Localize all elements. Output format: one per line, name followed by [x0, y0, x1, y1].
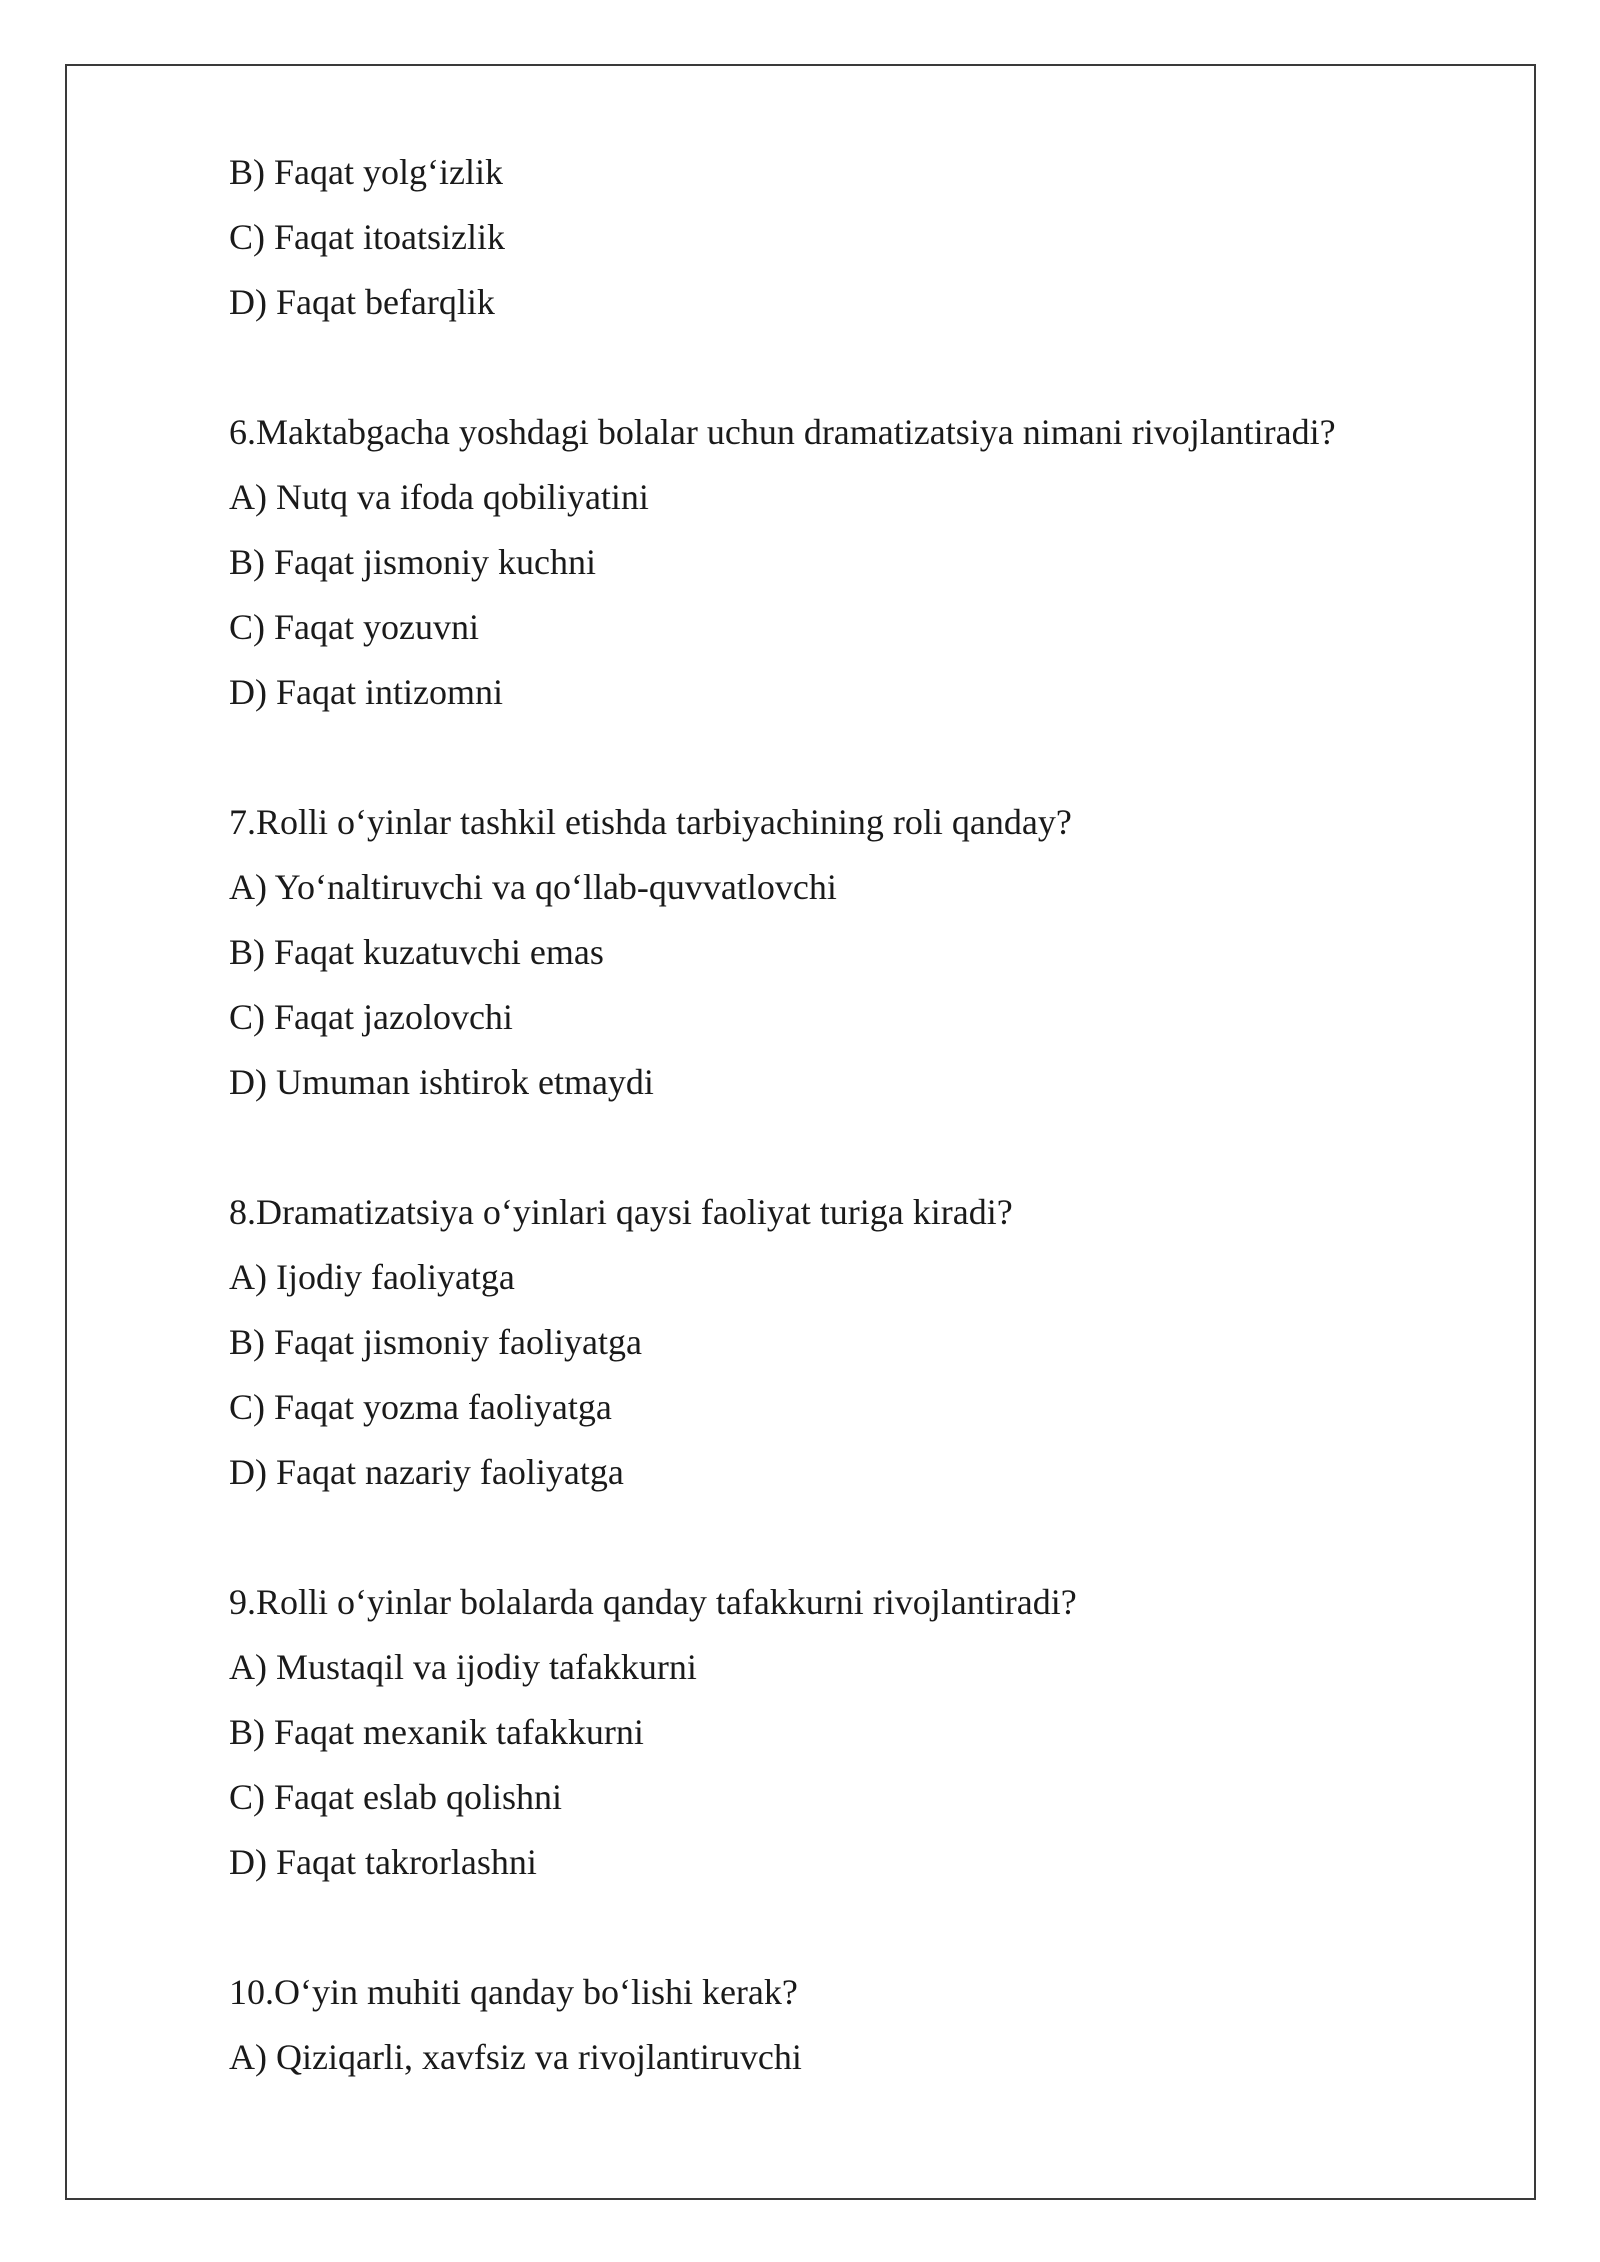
option-6-b: B) Faqat jismoniy kuchni: [229, 542, 596, 582]
question-10: [229, 1960, 1479, 2090]
option-6-d: D) Faqat intizomni: [229, 672, 503, 712]
question-7: [229, 790, 1479, 1115]
option-8-d: D) Faqat nazariy faoliyatga: [229, 1452, 624, 1492]
spacer: [229, 1115, 1479, 1180]
question-6: [229, 400, 1479, 725]
option-9-d: D) Faqat takrorlashni: [229, 1842, 537, 1882]
option-5-b: B) Faqat yolg‘izlik: [229, 152, 503, 192]
option-7-a: A) Yo‘naltiruvchi va qo‘llab-quvvatlovchi: [229, 867, 837, 907]
question-8: [229, 1180, 1479, 1505]
option-8-b: B) Faqat jismoniy faoliyatga: [229, 1322, 642, 1362]
question-7-text: 7.Rolli o‘yinlar tashkil etishda tarbiyachining roli qanday?: [229, 802, 1072, 842]
option-6-a: A) Nutq va ifoda qobiliyatini: [229, 477, 649, 517]
question-10-text: 10.O‘yin muhiti qanday bo‘lishi kerak?: [229, 1972, 798, 2012]
question-8-text: 8.Dramatizatsiya o‘yinlari qaysi faoliyat turiga kiradi?: [229, 1192, 1013, 1232]
question-6-text: 6.Maktabgacha yoshdagi bolalar uchun dramatizatsiya nimani rivojlantiradi?: [229, 412, 1336, 452]
spacer: [229, 1505, 1479, 1570]
option-5-d: D) Faqat befarqlik: [229, 282, 495, 322]
option-9-c: C) Faqat eslab qolishni: [229, 1777, 562, 1817]
option-9-b: B) Faqat mexanik tafakkurni: [229, 1712, 644, 1752]
option-7-d: D) Umuman ishtirok etmaydi: [229, 1062, 654, 1102]
option-5-c: C) Faqat itoatsizlik: [229, 217, 505, 257]
question-9-text: 9.Rolli o‘yinlar bolalarda qanday tafakkurni rivojlantiradi?: [229, 1582, 1077, 1622]
document-body: [229, 140, 1479, 2090]
spacer: [229, 725, 1479, 790]
option-7-c: C) Faqat jazolovchi: [229, 997, 513, 1037]
question-9: [229, 1570, 1479, 1895]
option-8-a: A) Ijodiy faoliyatga: [229, 1257, 515, 1297]
option-7-b: B) Faqat kuzatuvchi emas: [229, 932, 604, 972]
spacer: [229, 335, 1479, 400]
spacer: [229, 1895, 1479, 1960]
option-8-c: C) Faqat yozma faoliyatga: [229, 1387, 612, 1427]
option-9-a: A) Mustaqil va ijodiy tafakkurni: [229, 1647, 697, 1687]
option-10-a: A) Qiziqarli, xavfsiz va rivojlantiruvchi: [229, 2037, 802, 2077]
option-6-c: C) Faqat yozuvni: [229, 607, 479, 647]
carryover-options: [229, 140, 1479, 335]
